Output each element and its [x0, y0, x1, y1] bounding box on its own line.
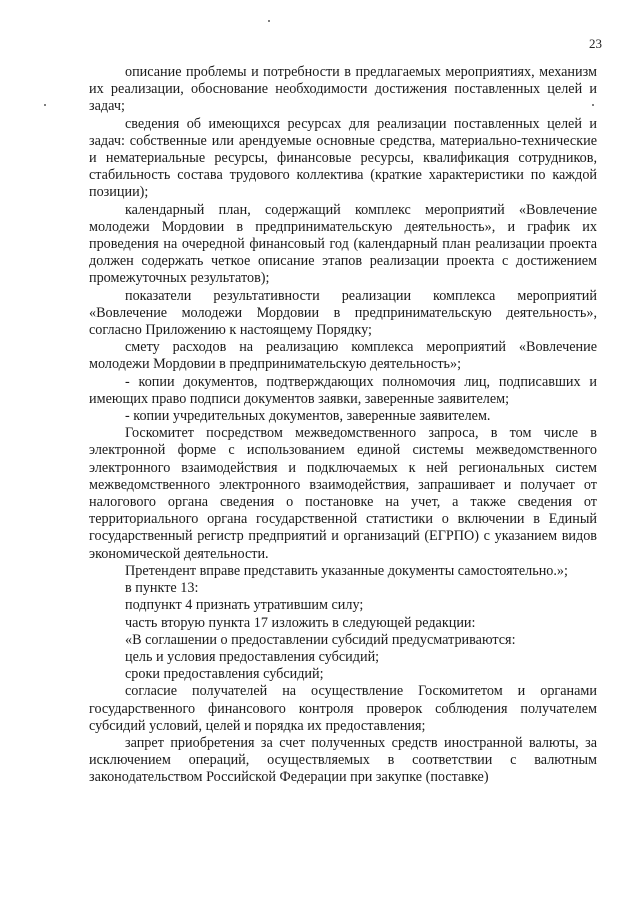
- paragraph: показатели результативности реализации комплекса мероприятий «Вовлечение молодежи Мордовии в предпринимательскую деятельность», согласно Приложению к настоящему Порядку;: [89, 287, 597, 339]
- paragraph: Претендент вправе представить указанные документы самостоятельно.»;: [125, 562, 568, 579]
- paragraph: - копии учредительных документов, заверенные заявителем.: [125, 408, 491, 425]
- scan-speck: [268, 20, 270, 22]
- paragraph: часть вторую пункта 17 изложить в следующей редакции:: [125, 614, 476, 631]
- scan-speck: [44, 104, 46, 106]
- paragraph: описание проблемы и потребности в предлагаемых мероприятиях, механизм их реализации, обоснование необходимости достижения поставленных целей и задач;: [89, 64, 597, 115]
- paragraph: в пункте 13:: [125, 580, 199, 597]
- paragraph: «В соглашении о предоставлении субсидий предусматриваются:: [125, 631, 516, 648]
- paragraph: сроки предоставления субсидий;: [125, 666, 324, 683]
- paragraph: календарный план, содержащий комплекс мероприятий «Вовлечение молодежи Мордовии в предпринимательскую деятельность», и график их проведения на очередной финансовый год (календарный план реализации проекта должен содержать четкое описание этапов реализации проекта с достижением промежуточных результатов);: [89, 201, 597, 287]
- paragraph: цель и условия предоставления субсидий;: [125, 648, 380, 665]
- paragraph: Госкомитет посредством межведомственного запроса, в том числе в электронной форме с использованием единой системы межведомственного электронного взаимодействия и подключаемых к ней региональных систем межведомственного электронного взаимодействия, запрашивает и получает от налогового органа сведения о постановке на учет, а также сведения от территориального органа государственной статистики о включении в Единый государственный регистр предприятий и организаций (ЕГРПО) с указанием видов экономической деятельности.: [89, 425, 597, 562]
- page-number: 23: [589, 36, 602, 51]
- paragraph: смету расходов на реализацию комплекса мероприятий «Вовлечение молодежи Мордовии в предпринимательскую деятельность»;: [89, 339, 597, 373]
- paragraph: согласие получателей на осуществление Госкомитетом и органами государственного финансового контроля проверок соблюдения получателем субсидий условий, целей и порядка их предоставления;: [89, 683, 597, 734]
- paragraph: запрет приобретения за счет полученных средств иностранной валюты, за исключением операций, осуществляемых в соответствии с валютным законодательством Российской Федерации при закупке (поставке): [89, 734, 597, 786]
- document-body: [89, 64, 597, 787]
- paragraph: - копии документов, подтверждающих полномочия лиц, подписавших и имеющих право подписи документов заявки, заверенные заявителем;: [89, 373, 597, 407]
- paragraph: сведения об имеющихся ресурсах для реализации поставленных целей и задач: собственные или арендуемые основные средства, материально-технические и нематериальные ресурсы, финансовые ресурсы, квалификация сотрудников, стабильность состава трудового коллектива (краткие характеристики по каждой позиции);: [89, 115, 597, 201]
- paragraph: подпункт 4 признать утратившим силу;: [125, 597, 364, 614]
